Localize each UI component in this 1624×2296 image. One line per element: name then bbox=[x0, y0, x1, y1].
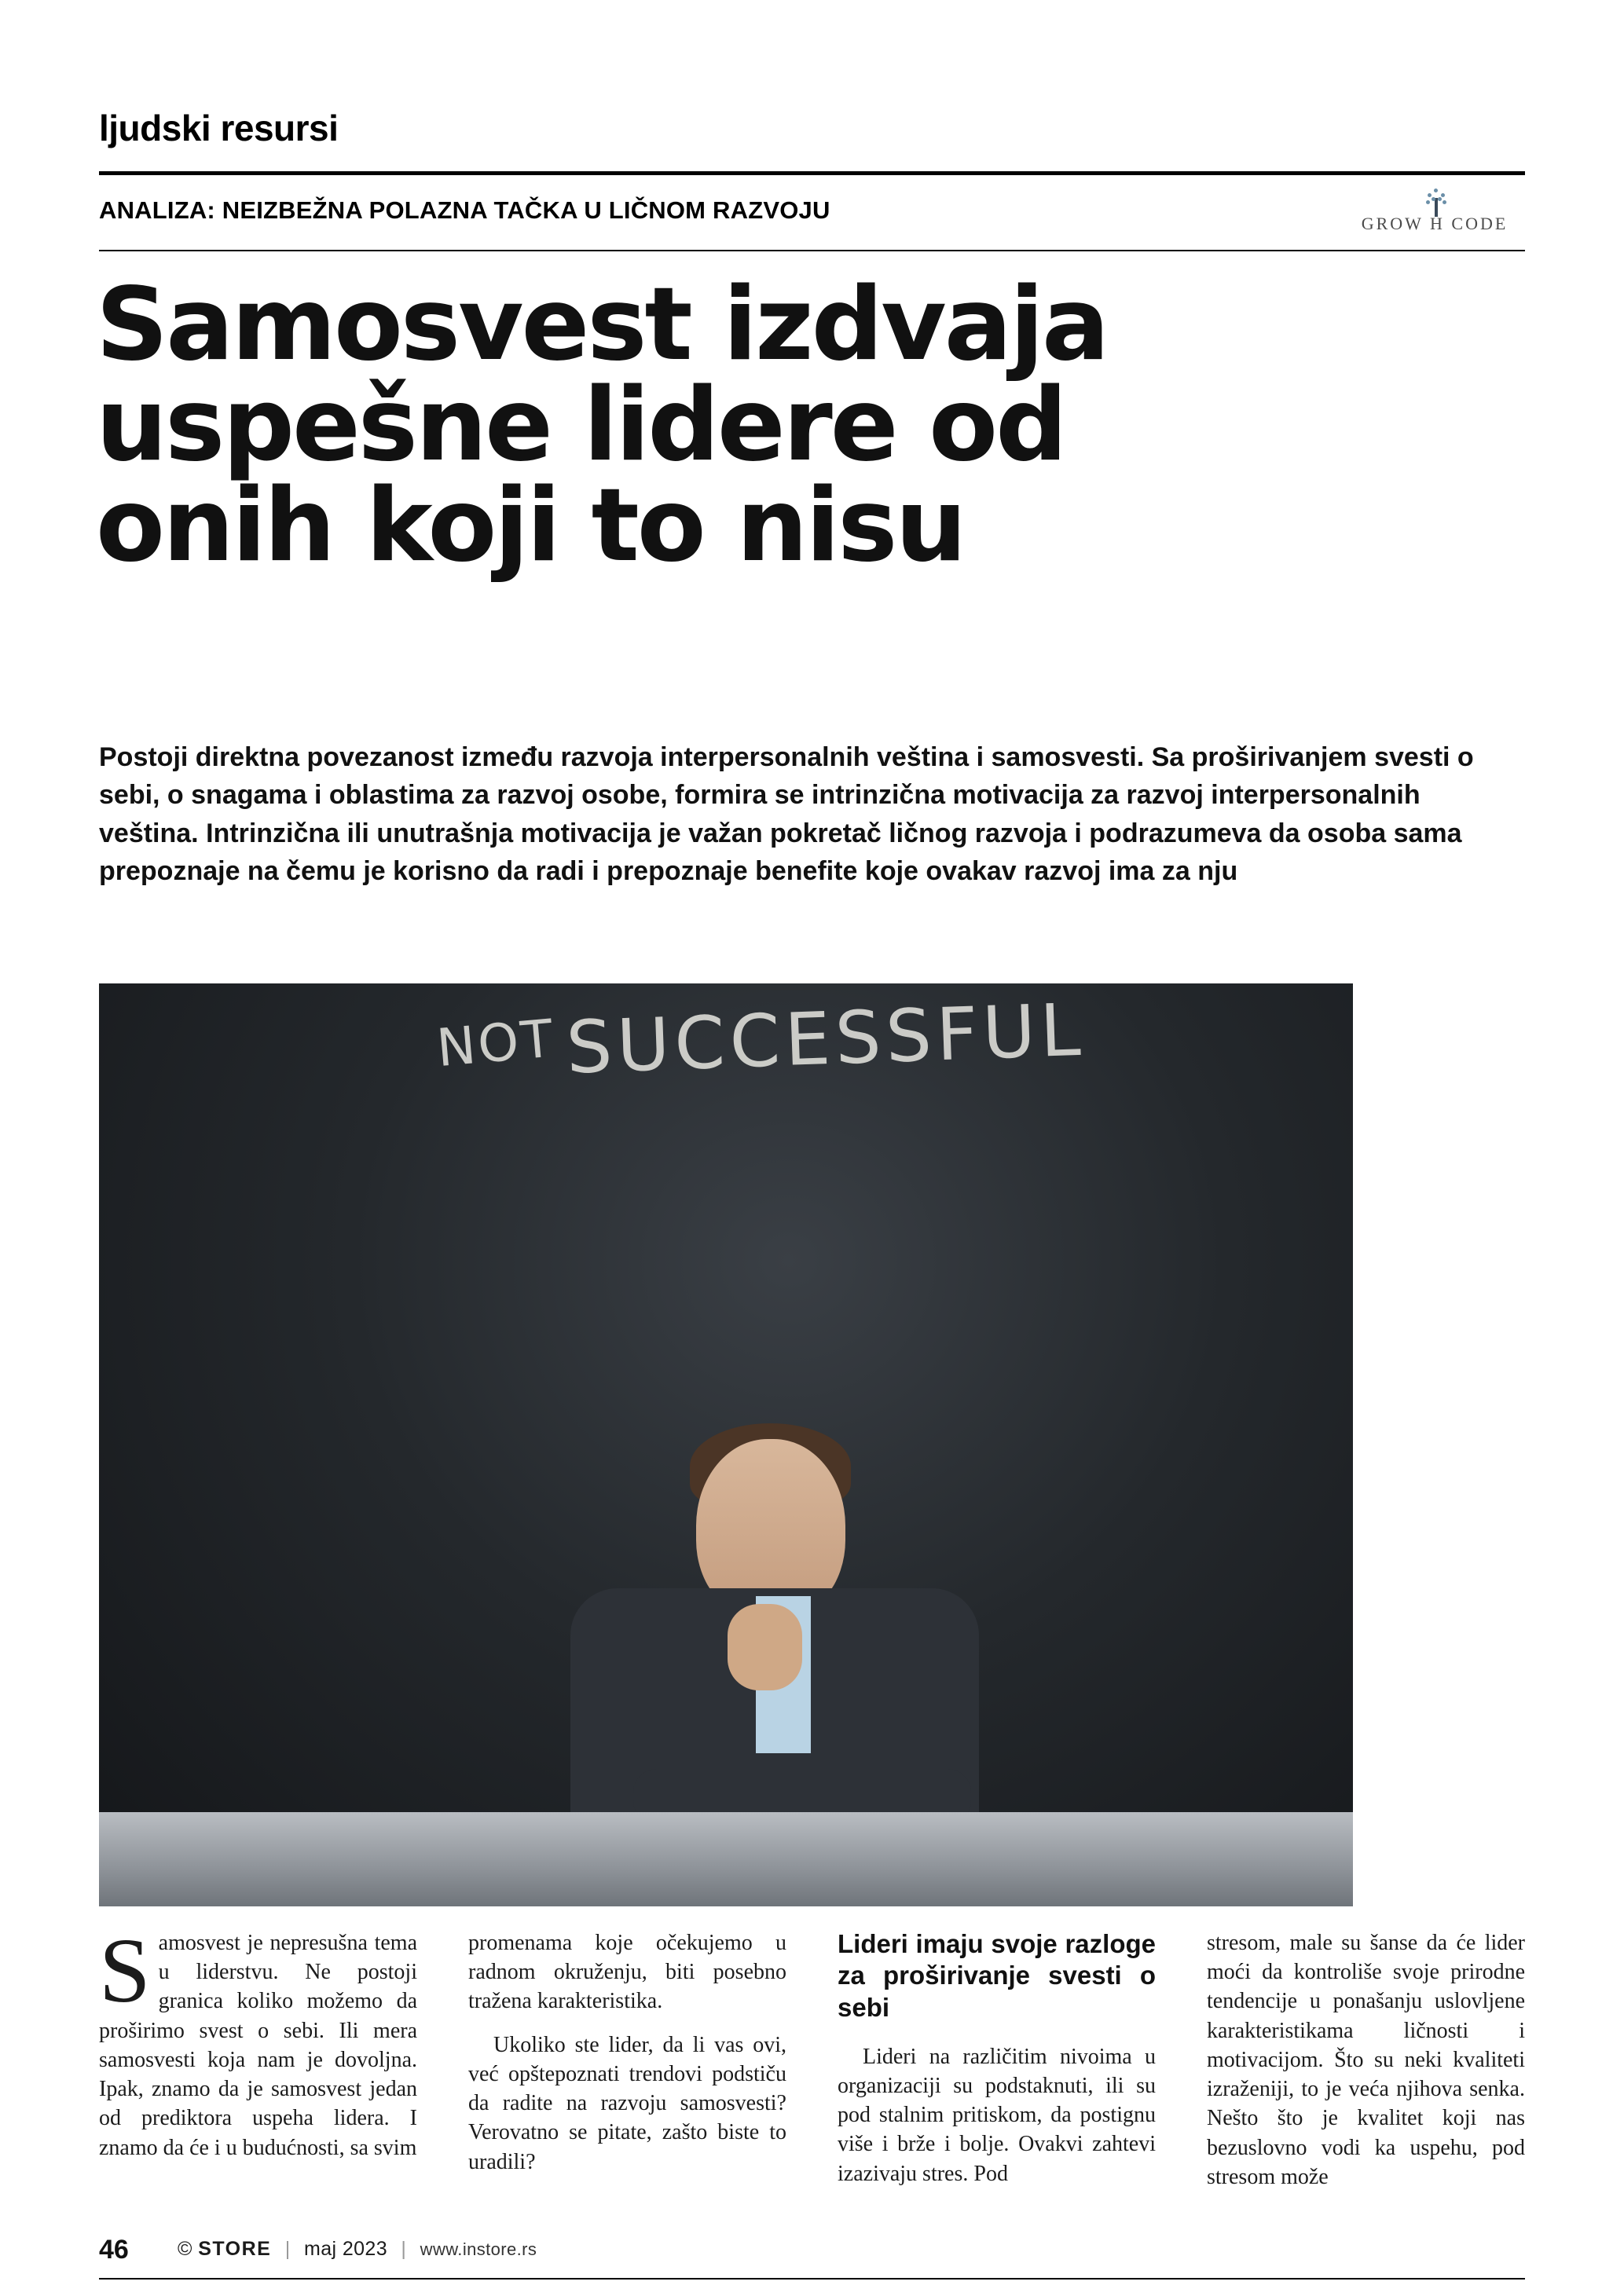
article-photo bbox=[99, 983, 1353, 1906]
body-column-2 bbox=[468, 1928, 786, 2191]
brand-name: STORE bbox=[198, 2238, 272, 2260]
logo-text: GROW H CODE bbox=[1361, 214, 1509, 233]
column1-text: amosvest je nepresušna tema u liderstvu. Ne postoji granica koliko možemo da proširimo svest o sebi. Ili mera samosvesti koja nam je dovoljna. Ipak, znamo da je samosvest jedan od prediktora uspeha lidera. I znamo da će i u budućnosti, sa svim bbox=[99, 1931, 417, 2160]
footer-divider-1: | bbox=[284, 2238, 291, 2260]
chalk-word-not: NOT bbox=[434, 1008, 558, 1079]
body-column-1 bbox=[99, 1919, 417, 2177]
column3-paragraph-1: Lideri na različitim nivoima u organizaciji su podstaknuti, ili su pod stalnim pritiskom, da postignu više i brže i bolje. Ovakvi zahtevi izazivaju stres. Pod bbox=[838, 2044, 1156, 2186]
standfirst: Postoji direktna povezanost između razvoja interpersonalnih veština i samosvesti. Sa proširivanjem svesti o sebi, o snagama i oblastima za razvoj osobe, formira se intrinzična motivacija za razvoj interpersonalnih veština. Intrinzična ili unutrašnja motivacija je važan pokretač ličnog razvoja i podrazumeva da osoba sama prepoznaje na čemu je korisno da radi i prepoznaje benefite koje ovakav razvoj ima za nju bbox=[99, 742, 1474, 886]
body-column-4 bbox=[1207, 1928, 1525, 2206]
person-hand bbox=[728, 1604, 802, 1690]
footer-rule bbox=[99, 2278, 1525, 2280]
column3-subheading: Lideri imaju svoje razloge za proširivanje svesti o sebi bbox=[838, 1929, 1156, 2022]
headline-line-2: uspešne lidere od bbox=[96, 367, 1065, 484]
tree-icon bbox=[1426, 187, 1446, 217]
page-footer bbox=[99, 2235, 1525, 2274]
footer-divider-2: | bbox=[401, 2238, 407, 2260]
chalk-word-successful: SUCCESSFUL bbox=[564, 987, 1087, 1090]
column2-paragraph-1: promenama koje očekujemo u radnom okruženju, biti posebno tražena karakteristika. bbox=[468, 1931, 786, 2014]
page-title bbox=[96, 266, 1432, 584]
analysis-kicker: ANALIZA: NEIZBEŽNA POLAZNA TAČKA U LIČNOM RAZVOJU bbox=[99, 196, 830, 224]
column4-paragraph-1: stresom, male su šanse da će lider moći da kontroliše svoje prirodne tendencije u ponašanju uslovljene karakteristikama ličnosti i motivacijom. Što su neki kvaliteti izraženiji, to je veća njihova senka. Nešto što je kvalitet koji nas bezuslovno vodi ka uspehu, pod stresom može bbox=[1207, 1931, 1525, 2189]
copyright-icon: © bbox=[178, 2238, 192, 2260]
header-rule-thin bbox=[99, 250, 1525, 251]
page-number: 46 bbox=[99, 2235, 129, 2265]
website-url: www.instore.rs bbox=[420, 2239, 537, 2259]
column2-paragraph-2: Ukoliko ste lider, da li vas ovi, već opštepoznati trendovi podstiču da radite na razvoju samosvesti? Verovatno se pitate, zašto biste to uradili? bbox=[468, 2032, 786, 2174]
headline-line-3: onih koji to nisu bbox=[96, 467, 965, 584]
issue-date: maj 2023 bbox=[303, 2238, 388, 2260]
desk bbox=[99, 1812, 1353, 1906]
growth-code-logo bbox=[1344, 187, 1525, 236]
article-body bbox=[99, 1919, 1525, 2211]
section-title: ljudski resursi bbox=[99, 108, 339, 148]
body-column-3 bbox=[838, 1928, 1156, 2203]
footer-meta bbox=[178, 2238, 537, 2261]
column1-paragraph bbox=[99, 1919, 417, 2162]
section-header bbox=[99, 110, 1525, 146]
drop-cap: S bbox=[99, 1919, 151, 2022]
header-rule-thick bbox=[99, 171, 1525, 175]
headline-line-1: Samosvest izdvaja bbox=[96, 266, 1108, 383]
